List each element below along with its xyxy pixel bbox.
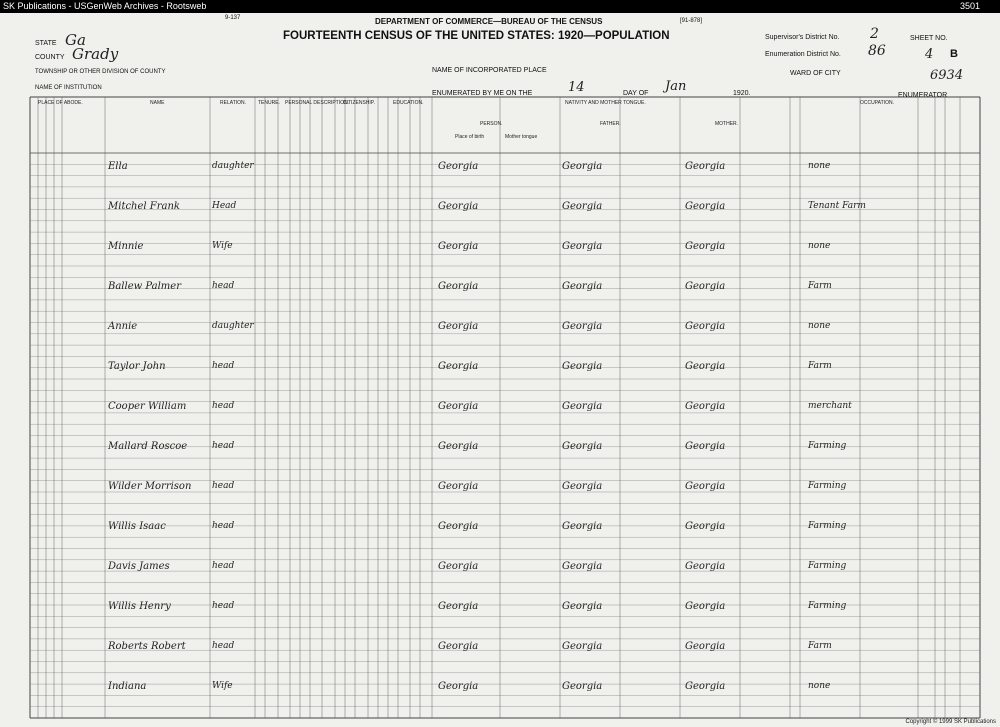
tenure-heading: TENURE. [258, 100, 280, 106]
entry-birthplace: Georgia [438, 641, 479, 652]
sheet-letter: B [950, 48, 958, 60]
entry-father-birthplace: Georgia [562, 441, 603, 452]
entry-name: Davis James [108, 561, 170, 572]
entry-mother-birthplace: Georgia [685, 241, 726, 252]
entry-mother-birthplace: Georgia [685, 321, 726, 332]
township-label: TOWNSHIP OR OTHER DIVISION OF COUNTY [35, 69, 166, 75]
entry-birthplace: Georgia [438, 401, 479, 412]
entry-father-birthplace: Georgia [562, 241, 603, 252]
entry-relation: daughter [212, 321, 254, 331]
entry-relation: head [212, 521, 235, 531]
entry-name: Mallard Roscoe [108, 441, 188, 452]
nativity-heading: NATIVITY AND MOTHER TONGUE. [565, 100, 646, 106]
entry-occupation: merchant [808, 401, 852, 411]
entry-occupation: none [808, 241, 831, 251]
sheet-label: SHEET NO. [910, 35, 948, 42]
form-id: 9-137 [225, 15, 241, 21]
census-year: 1920. [733, 90, 751, 97]
entry-relation: Head [212, 201, 237, 211]
personal-description-heading: PERSONAL DESCRIPTION. [285, 100, 349, 106]
entry-father-birthplace: Georgia [562, 161, 603, 172]
entry-name: Annie [108, 321, 138, 332]
supervisor-label: Supervisor's District No. [765, 34, 840, 41]
state-label: STATE [35, 40, 57, 47]
entry-occupation: Farming [808, 441, 847, 451]
ward-value: 6934 [930, 68, 964, 83]
education-heading: EDUCATION. [393, 100, 424, 106]
census-title: FOURTEENTH CENSUS OF THE UNITED STATES: 1920—POPULATION [283, 30, 670, 42]
entry-birthplace: Georgia [438, 361, 479, 372]
entry-father-birthplace: Georgia [562, 641, 603, 652]
entry-birthplace: Georgia [438, 321, 479, 332]
census-sheet [0, 13, 1000, 727]
incorporated-place-label: NAME OF INCORPORATED PLACE [432, 67, 547, 74]
entry-name: Indiana [108, 681, 147, 692]
entry-birthplace: Georgia [438, 241, 479, 252]
entry-occupation: Farm [808, 641, 832, 651]
district-label: Enumeration District No. [765, 51, 841, 58]
ward-label: WARD OF CITY [790, 70, 841, 77]
entry-father-birthplace: Georgia [562, 401, 603, 412]
entry-name: Wilder Morrison [108, 481, 192, 492]
entry-occupation: none [808, 681, 831, 691]
entry-father-birthplace: Georgia [562, 481, 603, 492]
entry-occupation: Farm [808, 281, 832, 291]
person-heading: PERSON. [480, 121, 503, 127]
entry-occupation: Farming [808, 481, 847, 491]
copyright-notice: Copyright © 1999 SK Publications [905, 719, 996, 725]
form-number: [91-878] [680, 18, 703, 24]
enumerated-day: 14 [568, 80, 585, 95]
entry-mother-birthplace: Georgia [685, 281, 726, 292]
entry-occupation: none [808, 321, 831, 331]
entry-occupation: Tenant Farm [808, 201, 866, 211]
day-of-label: DAY OF [623, 90, 649, 97]
relation-heading: RELATION. [220, 100, 247, 106]
entry-birthplace: Georgia [438, 681, 479, 692]
sheet-value: 4 [925, 47, 934, 62]
entry-occupation: none [808, 161, 831, 171]
enumerator-label: ENUMERATOR [898, 92, 948, 99]
entry-father-birthplace: Georgia [562, 321, 603, 332]
entry-birthplace: Georgia [438, 601, 479, 612]
entry-name: Taylor John [108, 361, 166, 372]
place-of-abode-heading: PLACE OF ABODE. [38, 100, 83, 106]
department-heading: DEPARTMENT OF COMMERCE—BUREAU OF THE CENSUS [375, 17, 603, 26]
entry-occupation: Farm [808, 361, 832, 371]
entry-birthplace: Georgia [438, 281, 479, 292]
county-value: Grady [72, 45, 119, 63]
entry-mother-birthplace: Georgia [685, 521, 726, 532]
entry-name: Willis Isaac [108, 521, 166, 532]
citizenship-heading: CITIZENSHIP. [343, 100, 375, 106]
entry-birthplace: Georgia [438, 161, 479, 172]
occupation-heading: OCCUPATION. [860, 100, 894, 106]
entry-mother-birthplace: Georgia [685, 201, 726, 212]
entry-name: Roberts Robert [108, 641, 186, 652]
entry-birthplace: Georgia [438, 481, 479, 492]
entry-name: Cooper William [108, 401, 187, 412]
entry-father-birthplace: Georgia [562, 201, 603, 212]
entry-mother-birthplace: Georgia [685, 641, 726, 652]
entry-relation: head [212, 481, 235, 491]
entry-mother-birthplace: Georgia [685, 561, 726, 572]
entry-relation: head [212, 641, 235, 651]
entry-father-birthplace: Georgia [562, 601, 603, 612]
entry-relation: Wife [212, 241, 233, 251]
entry-mother-birthplace: Georgia [685, 681, 726, 692]
title-bar [0, 0, 1000, 13]
entry-mother-birthplace: Georgia [685, 401, 726, 412]
entry-relation: head [212, 441, 235, 451]
entry-name: Minnie [108, 241, 144, 252]
entry-name: Ella [108, 161, 128, 172]
entry-occupation: Farming [808, 601, 847, 611]
entry-father-birthplace: Georgia [562, 681, 603, 692]
entry-relation: daughter [212, 161, 254, 171]
entry-relation: head [212, 361, 235, 371]
county-label: COUNTY [35, 54, 65, 61]
entry-mother-birthplace: Georgia [685, 361, 726, 372]
enumerated-label: ENUMERATED BY ME ON THE [432, 90, 533, 97]
entry-relation: head [212, 281, 235, 291]
person-tongue-heading: Mother tongue [505, 134, 538, 140]
entry-mother-birthplace: Georgia [685, 601, 726, 612]
entry-father-birthplace: Georgia [562, 521, 603, 532]
page-number: 3501 [960, 1, 981, 11]
entry-occupation: Farming [808, 561, 847, 571]
enumerated-month: Jan [665, 79, 687, 94]
institution-label: NAME OF INSTITUTION [35, 85, 102, 91]
entry-birthplace: Georgia [438, 521, 479, 532]
entry-name: Willis Henry [108, 601, 171, 612]
father-heading: FATHER. [600, 121, 621, 127]
entry-relation: head [212, 601, 235, 611]
entry-mother-birthplace: Georgia [685, 161, 726, 172]
name-heading: NAME [150, 100, 165, 106]
entry-birthplace: Georgia [438, 201, 479, 212]
entry-birthplace: Georgia [438, 561, 479, 572]
entry-birthplace: Georgia [438, 441, 479, 452]
state-value: Ga [65, 31, 86, 49]
entry-relation: Wife [212, 681, 233, 691]
entry-relation: head [212, 561, 235, 571]
person-birthplace-heading: Place of birth [455, 134, 485, 140]
entry-father-birthplace: Georgia [562, 561, 603, 572]
mother-heading: MOTHER. [715, 121, 739, 127]
entry-relation: head [212, 401, 235, 411]
entry-mother-birthplace: Georgia [685, 481, 726, 492]
entry-father-birthplace: Georgia [562, 281, 603, 292]
entry-mother-birthplace: Georgia [685, 441, 726, 452]
entry-father-birthplace: Georgia [562, 361, 603, 372]
window-title: SK Publications - USGenWeb Archives - Rootsweb [3, 1, 207, 11]
entry-occupation: Farming [808, 521, 847, 531]
entry-name: Mitchel Frank [108, 201, 180, 212]
entry-name: Ballew Palmer [108, 281, 181, 292]
supervisor-value: 2 [870, 26, 879, 42]
district-value: 86 [868, 43, 886, 59]
